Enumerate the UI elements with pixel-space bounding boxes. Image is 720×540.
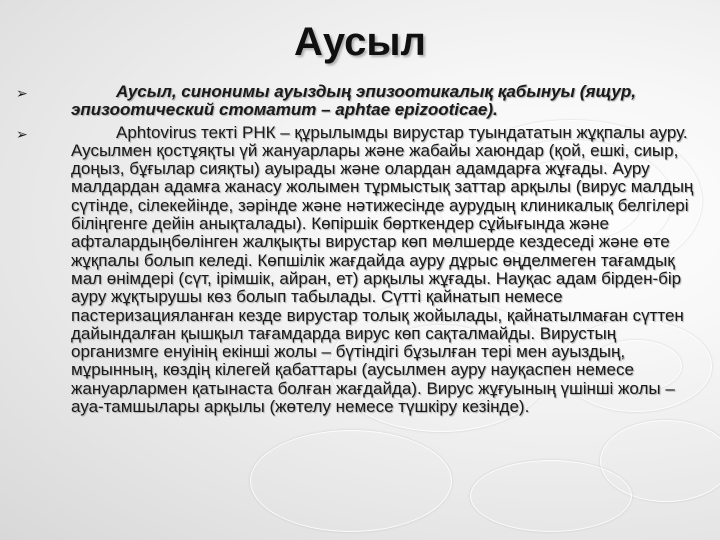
arrow-bullet-icon: ➢	[16, 125, 28, 142]
description-paragraph: Aphtovirus тектi РНК – құрылымды вирустар туындататын жұқпалы ауру. Аусылмен қостұяқты үй жануарлары және жабайы хаюндар (қой, ешкі, сиыр, доңыз, бұғылар сияқты) ауырады және олардан адамдарға жұғады. Ауру малдардан адамға жанасу жолымен тұрмыстық заттар арқылы (вирус малдың сүтінде, сілекейінде, зәрінде және нәтижесінде аурудың клиникалық белгілері біліңгенге дейін анықталады). Көпіршік бөрткендер сұйығында және афталардыңбөлінген жалқықты вирустар көп мөлшерде кездеседі және өте жұқпалы болып келеді. Көпшілік жағдайда ауру дұрыс өңделмеген тағамдық мал өнімдері (сүт, ірімшік, айран, ет) арқылы жұғады. Науқас адам бірден-бір ауру жұқтырушы көз болып табылады. Сүтті қайнатып немесе пастеризацияланған кезде вирустар толық жойылады, қайнатылмаған сүттен дайындалған қышқыл тағамдарда вирус көп сақталмайды. Вирустың организмге енуінің екінші жолы – бүтіндігі бұзылған тері мен ауыздың, мұрынның, көздің кілегей қабаттары (аусылмен ауру науқаспен немесе жануарлармен қатынаста болған жағдайда). Вирус жұғуының үшінші жолы – ауа-тамшылары арқылы (жөтелу немесе түшкіру кезінде).	[71, 122, 694, 417]
bullet-text	[71, 124, 706, 417]
slide-title: Аусыл	[294, 20, 426, 64]
synonym-paragraph: Аусыл, синонимы ауыздың эпизоотикалық қабынуы (ящур, эпизоотический стоматит – aphtae epizooticae).	[71, 82, 636, 120]
ripple-ring	[250, 430, 452, 532]
bullet-item	[16, 124, 706, 417]
bullet-text	[71, 83, 706, 120]
bullet-item	[16, 83, 706, 120]
arrow-bullet-icon: ➢	[16, 85, 28, 101]
ripple-ring	[470, 460, 632, 532]
slide-content	[16, 83, 706, 420]
